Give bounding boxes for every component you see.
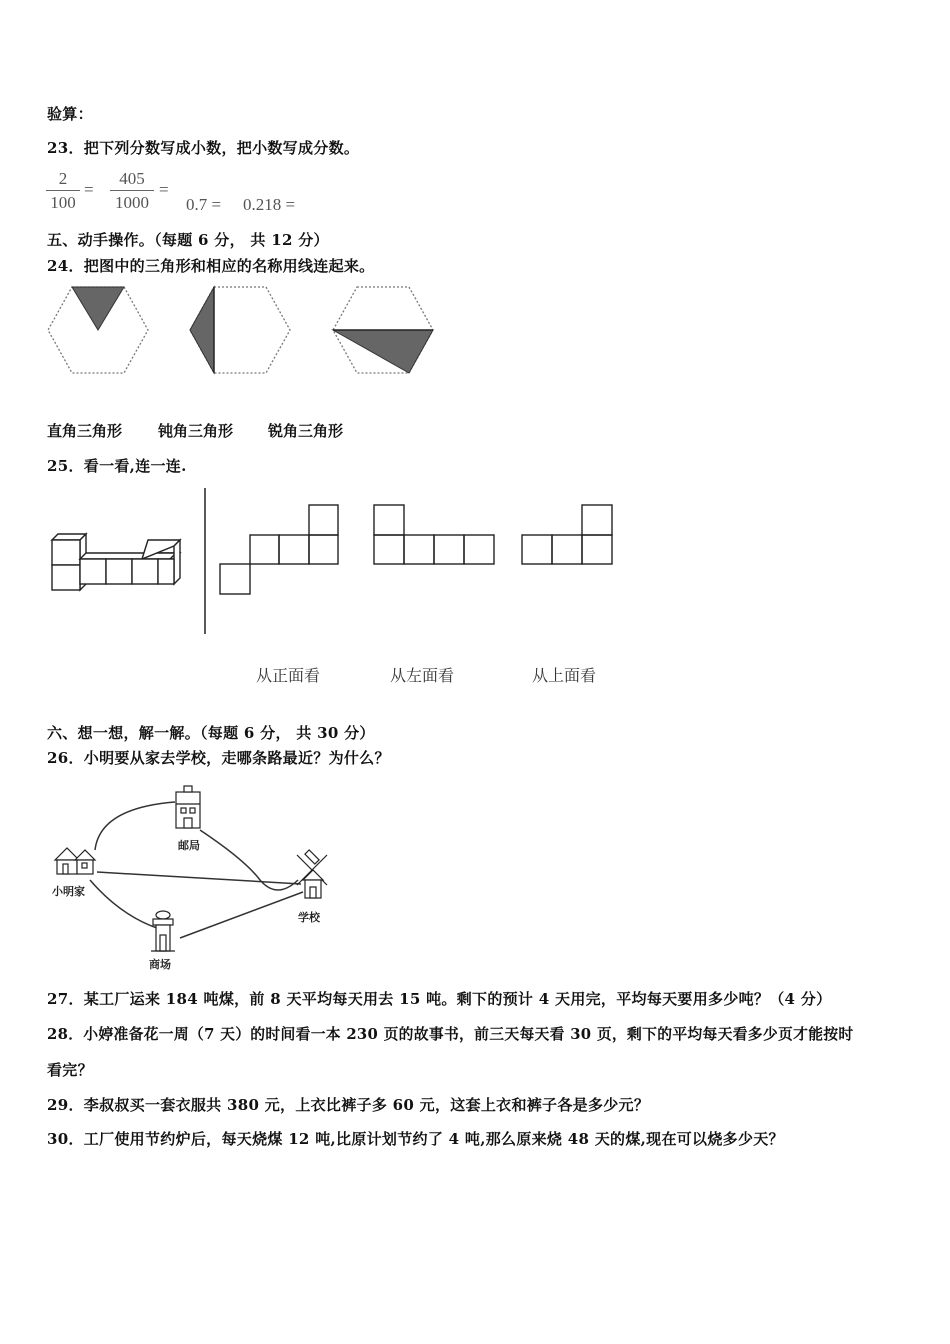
view-figure-2 [370,500,500,570]
label-left-view: 从左面看 [390,666,455,685]
fraction-denominator: 1000 [115,193,149,212]
label-post-office: 邮局 [178,839,200,852]
equals-sign: = [159,180,169,199]
check-label: 验算： [47,105,93,123]
decimal-0-7: 0.7 = [186,195,222,214]
section-6-title: 六、想一想，解一解。（每题 6 分， 共 30 分） [47,724,375,742]
path-home-to-mall [90,880,157,928]
fraction-2-100 [46,169,80,213]
q30-text: 30．工厂使用节约炉后，每天烧煤 12 吨,比原计划节约了 4 吨,那么原来烧 48 天的煤,现在可以烧多少天？ [47,1130,784,1148]
shopping-mall-icon [151,911,175,951]
decimal-0-218: 0.218 = [243,195,296,214]
q23-prompt: 23．把下列分数写成小数，把小数写成分数。 [47,139,360,157]
cube-stack-figure [48,530,188,600]
label-home: 小明家 [52,885,85,898]
hexagon-figures [40,280,450,380]
route-map [45,780,345,975]
section-5-title: 五、动手操作。（每题 6 分， 共 12 分） [47,231,329,249]
q27-text: 27．某工厂运来 184 吨煤，前 8 天平均每天用去 15 吨。剩下的预计 4 天用完，平均每天要用多少吨？（4 分） [47,990,832,1008]
label-right-triangle: 直角三角形 [47,422,123,440]
fraction-405-1000 [110,169,154,213]
fraction-denominator: 100 [50,193,76,212]
view-figure-3 [518,500,618,570]
home-icon [55,848,95,874]
divider-line [200,488,210,636]
school-icon [297,850,327,898]
fraction-numerator: 2 [46,169,80,191]
q28-text-line1: 28．小婷准备花一周（7 天）的时间看一本 230 页的故事书，前三天每天看 30 页，剩下的平均每天看多少页才能按时 [47,1026,854,1043]
q25-prompt: 25．看一看,连一连. [47,457,187,475]
post-office-icon [176,786,200,828]
label-front-view: 从正面看 [256,666,321,685]
label-school: 学校 [298,911,320,924]
label-acute-triangle: 锐角三角形 [268,422,344,440]
hexagon-3 [333,287,433,373]
label-top-view: 从上面看 [532,666,597,685]
q28-text-line2: 看完？ [47,1061,93,1079]
equals-sign: = [84,180,94,199]
hexagon-1 [48,287,148,373]
label-mall: 商场 [149,958,171,971]
q26-prompt: 26．小明要从家去学校，走哪条路最近？为什么？ [47,749,390,767]
path-home-to-post-office [95,802,175,850]
q24-prompt: 24．把图中的三角形和相应的名称用线连起来。 [47,257,375,275]
fraction-numerator: 405 [110,169,154,191]
path-mall-to-school [180,892,303,938]
view-figure-1 [215,500,345,600]
label-obtuse-triangle: 钝角三角形 [158,422,234,440]
path-home-to-school [97,872,301,884]
hexagon-2 [190,287,290,373]
q29-text: 29．李叔叔买一套衣服共 380 元，上衣比裤子多 60 元，这套上衣和裤子各是多少元？ [47,1096,650,1114]
